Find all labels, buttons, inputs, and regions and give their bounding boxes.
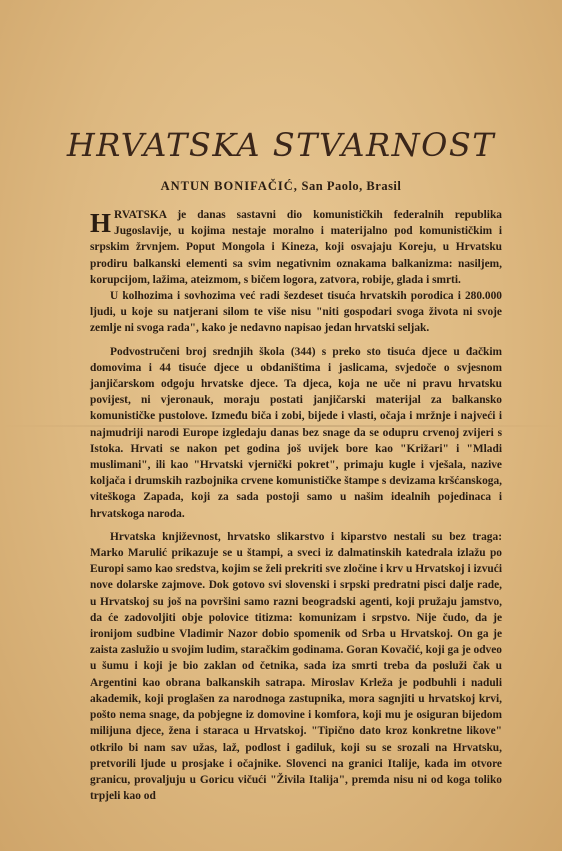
author-location: San Paolo, Brasil xyxy=(301,179,402,193)
paragraph-4: Hrvatska književnost, hrvatsko slikarstvo i kiparstvo nestali su bez traga: Marko Marulić prikazuje se u štampi, a sveci iz dalmatinskih katedrala izlažu po Europi samo kao sredstva, kojim se želi prekriti sve zločine i krv u Hrvatskoj i izvući nove dolarske zajmove. Dok gotovo svi slovenski i srpski predratni pisci dalje rade, u Hrvatskoj su još na površini samo razni beogradski agenti, koji pružaju jamstvo, da će zadovoljiti obje polovice titizma: komunizam i srpstvo. Nije čudo, da je ironijom sudbine Vladimir Nazor dobio spomenik od Srba u Hrvatskoj. On ga je zaista zaslužio u svojim ludim, staračkim godinama. Goran Kovačić, koji ga je odveo u šumu i koji je bio zaklan od četnika, sada iza smrti treba da posluži čak u Argentini kao obrana balkanskih satrapa. Miroslav Krleža je podbuhli i naduli akademik, koji proglašen za narodnoga zastupnika, mora sagnjiti u hrvatskoj krvi, pošto nema snage, da pobjegne iz domovine i komfora, koji mu je osiguran bijedom milijuna djece, žena i staraca u Hrvatskoj. "Tipično dato kroz konkretne likove" otkrilo bi nam sav užas, laž, podlost i gadiluk, koji su se srozali na Hrvatsku, pretvorili ljude u prosjake i očajnike. Slovenci na granici Italije, kada im otvore granicu, provaljuju u Goricu vičući "Živila Italija", premda nisu ni od koga toliko trpjeli kao od xyxy=(90,530,502,803)
paragraph-3: Podvostručeni broj srednjih škola (344) s preko sto tisuća djece u đačkim domovima i 44 tisuće djece u obdaništima i jaslicama, svjedoče o svjesnom janjičarskom odgoju hrvatske djece. Ta djeca, koja ne uče ni pravu hrvatsku povijest, ni vjeronauk, moraju postati janjičarski materijal za balkansko komunističke pustolove. Između biča i zobi, bijede i vlasti, očaja i mržnje i najveći i najmudriji narodi Europe izgledaju danas bez snage da se odupru crvenoj zvijeri s Istoka. Hrvati se nakon pet godina još uvijek bore kao "Križari" i "Mladi muslimani", ili kao "Hrvatski vjernički pokret", primaju kugle i vješala, nazive koljača i drumskih razbojnika crvene komunističke štampe s devizama kršćanskoga, viteškoga Zapada, koji za sada postoji samo u našim idealnih pojedinaca i hrvatskoga naroda. xyxy=(90,345,502,520)
paragraph-2: U kolhozima i sovhozima već radi šezdeset tisuća hrvatskih porodica i 280.000 ljudi, u koje su natjerani silom te više nisu "niti gospodari svoga života ni svoje zemlje ni svoga rada", kako je nedavno napisao jedan hrvatski seljak. xyxy=(90,290,502,335)
author-name: ANTUN BONIFAČIĆ, xyxy=(160,179,298,193)
paragraph-text: RVATSKA je danas sastavni dio komunističkih federalnih republika Jugoslavije, u kojima nestaje moralno i materijalno pod komunističkim i srpskim žrvnjem. Poput Mongola i Kineza, koji osvajaju Koreju, u Hrvatsku prodiru balkanski elementi sa svim negativnim oznakama balkanizma: nasiljem, korupcijom, lažima, ateizmom, s bičem logora, zatvora, robije, glada i smrti. xyxy=(90,209,502,286)
article-body xyxy=(90,207,502,804)
article-title: HRVATSKA STVARNOST xyxy=(66,126,496,164)
byline xyxy=(0,179,562,194)
drop-cap: H xyxy=(90,208,112,238)
paragraph-1 xyxy=(90,207,502,288)
